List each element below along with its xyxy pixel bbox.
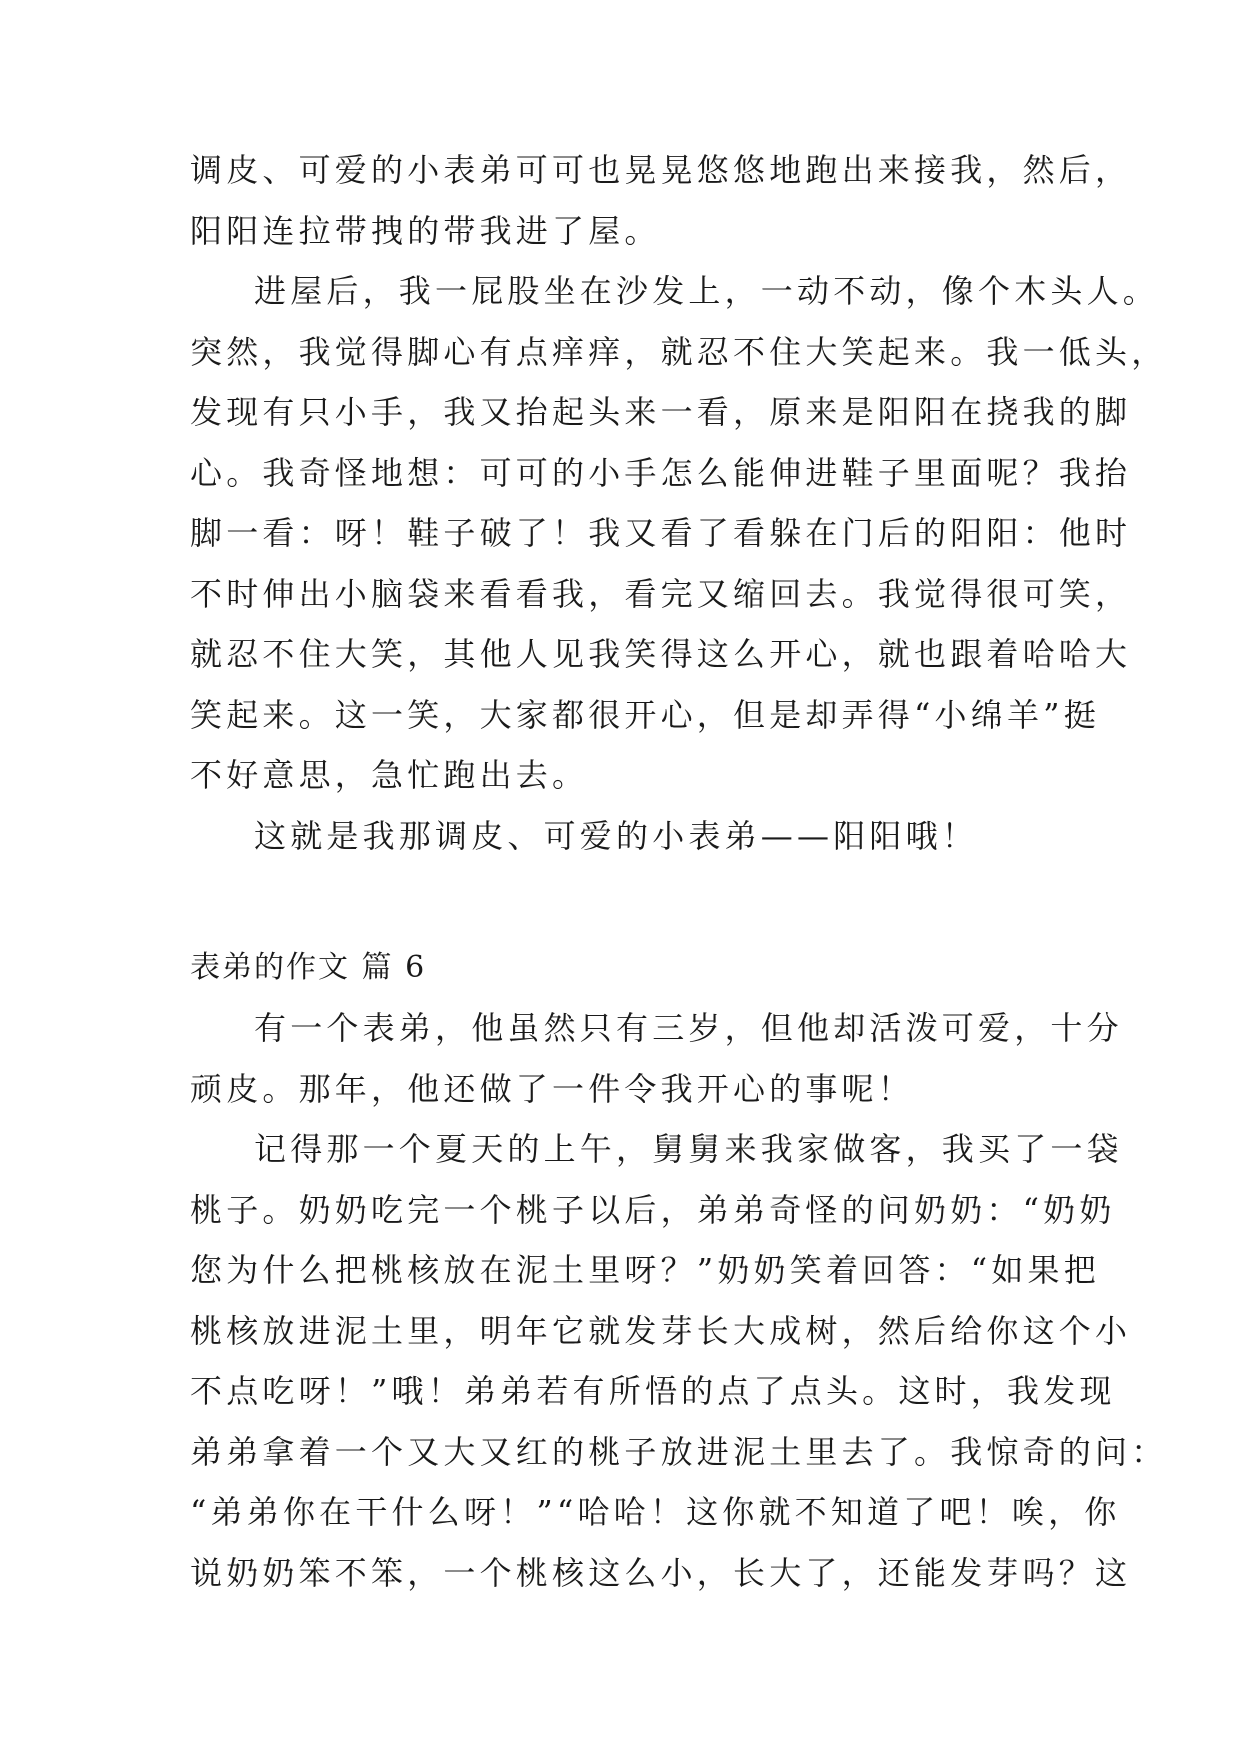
text-line: 就忍不住大笑，其他人见我笑得这么开心，就也跟着哈哈大 (190, 635, 1132, 673)
text-line: 桃子。奶奶吃完一个桃子以后，弟弟奇怪的问奶奶：“奶奶 (190, 1190, 1116, 1229)
text-line: 顽皮。那年，他还做了一件令我开心的事呢！ (190, 1069, 915, 1108)
text-line: 阳阳连拉带拽的带我进了屋。 (190, 211, 661, 250)
text-line: 心。我奇怪地想：可可的小手怎么能伸进鞋子里面呢？我抬 (190, 453, 1132, 492)
text-line: 不好意思，急忙跑出去。 (190, 756, 589, 794)
text-line: 发现有只小手，我又抬起头来一看，原来是阳阳在挠我的脚 (190, 393, 1132, 431)
text-line: “弟弟你在干什么呀！”“哈哈！这你就不知道了吧！唉，你 (190, 1493, 1121, 1531)
text-line: 不时伸出小脑袋来看看我，看完又缩回去。我觉得很可笑， (190, 574, 1132, 613)
essay-title: 表弟的作文 篇 6 (190, 950, 427, 985)
document-page (190, 140, 1168, 1603)
text-line: 不点吃呀！”哦！弟弟若有所悟的点了点头。这时，我发现 (190, 1372, 1116, 1410)
text-line: 调皮、可爱的小表弟可可也晃晃悠悠地跑出来接我，然后， (190, 151, 1132, 189)
paragraph-start-line: 这就是我那调皮、可爱的小表弟——阳阳哦！ (254, 816, 979, 855)
essay-body (190, 998, 1168, 1603)
section-gap (190, 866, 1050, 938)
text-line: 桃核放进泥土里，明年它就发芽长大成树，然后给你这个小 (190, 1311, 1132, 1350)
text-line: 说奶奶笨不笨，一个桃核这么小，长大了，还能发芽吗？这 (190, 1553, 1132, 1592)
paragraph-start-line: 进屋后，我一屁股坐在沙发上，一动不动，像个木头人。 (254, 272, 1160, 310)
text-line: 弟弟拿着一个又大又红的桃子放进泥土里去了。我惊奇的问： (190, 1432, 1168, 1471)
paragraph-start-line: 有一个表弟，他虽然只有三岁，但他却活泼可爱，十分 (254, 1009, 1123, 1047)
text-line: 突然，我觉得脚心有点痒痒，就忍不住大笑起来。我一低头， (190, 332, 1168, 371)
text-line: 脚一看：呀！鞋子破了！我又看了看躲在门后的阳阳：他时 (190, 514, 1132, 552)
essay-continuation (190, 140, 1168, 866)
paragraph-start-line: 记得那一个夏天的上午，舅舅来我家做客，我买了一袋 (254, 1130, 1123, 1168)
text-line: 您为什么把桃核放在泥土里呀？”奶奶笑着回答：“如果把 (190, 1251, 1100, 1289)
text-line: 笑起来。这一笑，大家都很开心，但是却弄得“小绵羊”挺 (190, 695, 1100, 734)
